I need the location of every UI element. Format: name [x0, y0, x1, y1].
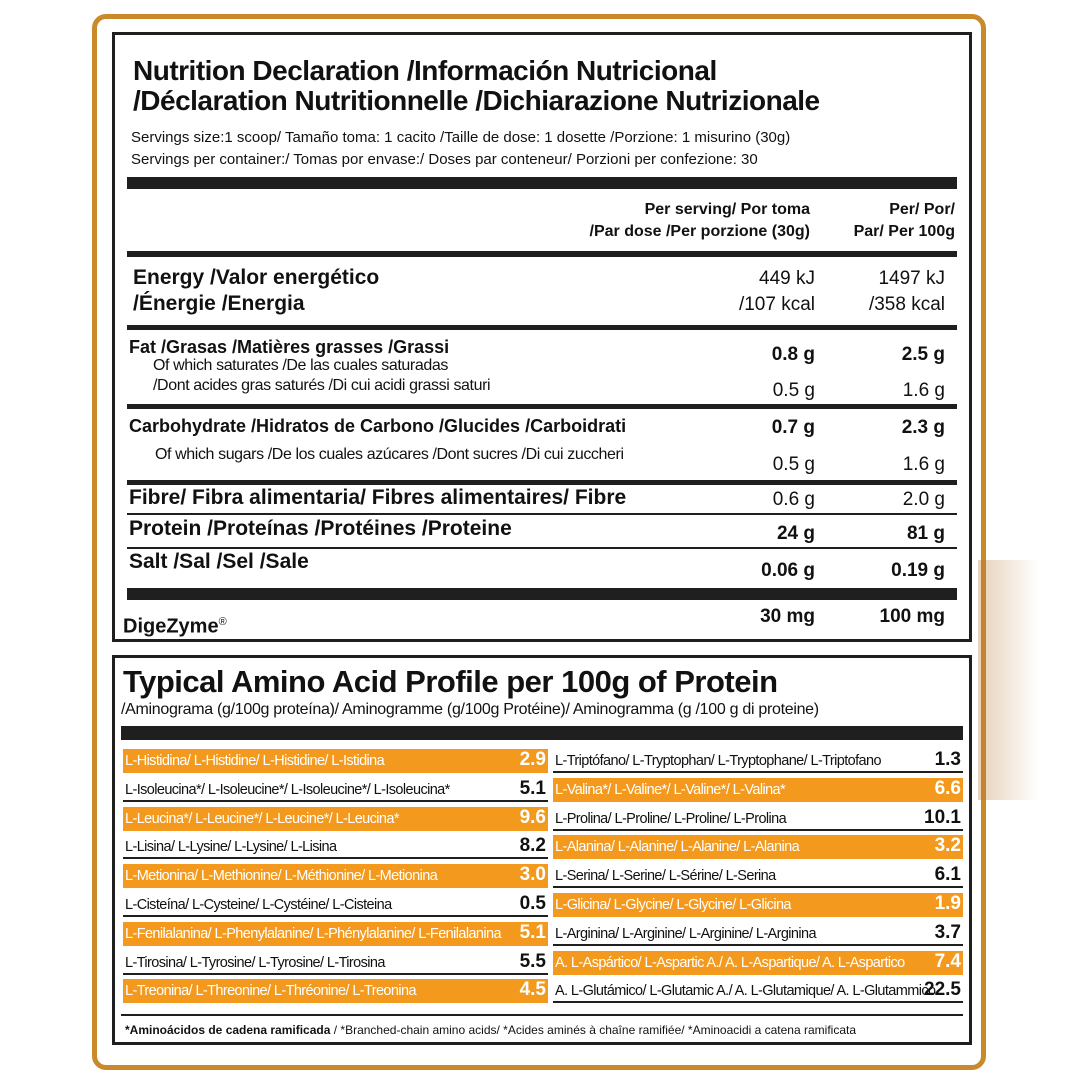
- rule-thick: [127, 404, 957, 409]
- amino-cell-left: [123, 807, 548, 831]
- amino-cell-right: [553, 835, 963, 859]
- fibre-serving: 0.6 g: [772, 489, 815, 510]
- nutrition-title-line2: /Déclaration Nutritionnelle /Dichiarazione Nutrizionale: [133, 85, 820, 116]
- saturates-serving: 0.5 g: [772, 380, 815, 401]
- fibre-100g: 2.0 g: [902, 489, 945, 510]
- protein-serving: 24 g: [776, 523, 815, 544]
- amino-value: 4.5: [519, 979, 546, 1001]
- amino-row: [123, 775, 963, 804]
- amino-header-bar: [121, 726, 963, 740]
- energy-label-line1: Energy /Valor energético: [133, 266, 380, 289]
- amino-value: 6.1: [934, 864, 961, 886]
- amino-name: L-Histidina/ L-Histidine/ L-Histidine/ L-Istidina: [125, 753, 385, 769]
- amino-value: 9.6: [519, 806, 546, 828]
- amino-acid-table: [123, 746, 963, 1005]
- amino-name: L-Metionina/ L-Methionine/ L-Méthionine/ L-Metionina: [125, 868, 438, 885]
- amino-name: L-Leucina*/ L-Leucine*/ L-Leucine*/ L-Leucina*: [125, 810, 399, 827]
- footnote-rest: / *Branched-chain amino acids/ *Acides aminés à chaîne ramifiée/ *Aminoacidi a catena ramificata: [330, 1023, 857, 1037]
- footnote-bold: *Aminoácidos de cadena ramificada: [125, 1023, 331, 1037]
- servings-per-container: Servings per container:/ Tomas por envase:/ Doses par conteneur/ Porzioni per confezione: 30: [131, 151, 758, 168]
- amino-cell-left: [123, 893, 548, 917]
- registered-mark: ®: [218, 616, 227, 628]
- sugars-serving: 0.5 g: [772, 454, 815, 475]
- amino-cell-left: [123, 979, 548, 1003]
- amino-cell-right: [553, 807, 963, 831]
- nutrition-declaration-panel: [112, 32, 972, 642]
- fat-label: Fat /Grasas /Matières grasses /Grassi: [129, 337, 450, 357]
- energy-kcal-100g: /358 kcal: [868, 294, 945, 315]
- amino-value: 1.9: [934, 892, 961, 914]
- frame-shadow: [978, 560, 1038, 800]
- salt-serving: 0.06 g: [761, 560, 815, 581]
- col-serving-header-line2: /Par dose /Per porzione (30g): [589, 223, 810, 240]
- amino-name: L-Cisteína/ L-Cysteine/ L-Cystéine/ L-Cisteina: [125, 896, 392, 913]
- fat-100g: 2.5 g: [901, 344, 945, 365]
- amino-value: 10.1: [924, 806, 961, 828]
- amino-cell-left: [123, 778, 548, 802]
- amino-cell-left: [123, 749, 548, 773]
- saturates-label-line1: Of which saturates /De las cuales saturadas: [153, 357, 448, 374]
- energy-label-line2: /Énergie /Energia: [133, 292, 305, 315]
- amino-cell-right: [553, 922, 963, 946]
- amino-name: L-Lisina/ L-Lysine/ L-Lysine/ L-Lisina: [125, 839, 337, 856]
- col-100g-header-line2: Par/ Per 100g: [853, 223, 955, 240]
- amino-name: L-Alanina/ L-Alanine/ L-Alanine/ L-Alanina: [555, 839, 800, 856]
- digezyme-serving: 30 mg: [760, 606, 815, 627]
- amino-row: [123, 804, 963, 833]
- amino-cell-left: [123, 951, 548, 975]
- amino-value: 3.7: [934, 921, 961, 943]
- sugars-label: Of which sugars /De los cuales azúcares /Dont sucres /Di cui zuccheri: [155, 446, 624, 463]
- saturates-100g: 1.6 g: [902, 380, 945, 401]
- amino-footer-rule: [121, 1014, 963, 1016]
- amino-value: 3.0: [519, 864, 546, 886]
- amino-name: L-Serina/ L-Serine/ L-Sérine/ L-Serina: [555, 868, 776, 885]
- amino-value: 7.4: [934, 950, 961, 972]
- amino-row: [123, 832, 963, 861]
- amino-value: 3.2: [934, 835, 961, 857]
- amino-value: 22.5: [924, 979, 961, 1001]
- carbohydrate-label: Carbohydrate /Hidratos de Carbono /Glucides /Carboidrati: [129, 416, 627, 436]
- amino-cell-right: [553, 893, 963, 917]
- amino-subtitle: /Aminograma (g/100g proteína)/ Aminogramme (g/100g Protéine)/ Aminogramma (g /100 g di proteine): [121, 701, 819, 718]
- amino-cell-left: [123, 922, 548, 946]
- col-serving-header-line1: Per serving/ Por toma: [644, 201, 810, 218]
- rule-thin: [127, 513, 957, 515]
- rule-thick: [127, 325, 957, 330]
- amino-cell-right: [553, 864, 963, 888]
- amino-value: 5.1: [519, 777, 546, 799]
- sugars-100g: 1.6 g: [902, 454, 945, 475]
- amino-name: L-Valina*/ L-Valine*/ L-Valine*/ L-Valina*: [555, 781, 786, 798]
- carbohydrate-100g: 2.3 g: [901, 417, 945, 438]
- protein-label: Protein /Proteínas /Protéines /Proteine: [129, 517, 512, 540]
- salt-100g: 0.19 g: [891, 560, 945, 581]
- amino-name: L-Prolina/ L-Proline/ L-Proline/ L-Prolina: [555, 810, 787, 827]
- amino-acid-panel: [112, 655, 972, 1045]
- amino-name: L-Treonina/ L-Threonine/ L-Thréonine/ L-Treonina: [125, 983, 416, 1000]
- amino-name: L-Arginina/ L-Arginine/ L-Arginine/ L-Arginina: [555, 925, 816, 942]
- rule-thick: [127, 588, 957, 600]
- saturates-label-line2: /Dont acides gras saturés /Di cui acidi grassi saturi: [153, 377, 491, 394]
- fibre-label: Fibre/ Fibra alimentaria/ Fibres alimentaires/ Fibre: [129, 486, 627, 509]
- digezyme-label: DigeZyme: [123, 615, 219, 638]
- header-bar: [127, 177, 957, 189]
- energy-kcal-serving: /107 kcal: [738, 294, 815, 315]
- digezyme-100g: 100 mg: [879, 606, 945, 627]
- amino-row: [123, 861, 963, 890]
- amino-name: L-Triptófano/ L-Tryptophan/ L-Tryptophane/ L-Triptofano: [555, 753, 881, 769]
- carbohydrate-serving: 0.7 g: [771, 417, 815, 438]
- nutrition-title-line1: Nutrition Declaration /Información Nutricional: [133, 55, 717, 86]
- fat-serving: 0.8 g: [771, 344, 815, 365]
- amino-value: 6.6: [934, 777, 961, 799]
- amino-row: [123, 948, 963, 977]
- amino-value: 0.5: [519, 892, 546, 914]
- digezyme-label-wrap: [123, 610, 227, 639]
- amino-value: 8.2: [519, 835, 546, 857]
- amino-cell-left: [123, 864, 548, 888]
- amino-name: L-Glicina/ L-Glycine/ L-Glycine/ L-Glicina: [555, 896, 791, 913]
- amino-footnote: [125, 1022, 856, 1038]
- amino-value: 2.9: [519, 749, 546, 770]
- amino-cell-right: [553, 979, 963, 1003]
- energy-kj-serving: 449 kJ: [759, 268, 815, 289]
- amino-row: [123, 976, 963, 1005]
- amino-name: L-Tirosina/ L-Tyrosine/ L-Tyrosine/ L-Tirosina: [125, 954, 385, 971]
- amino-title: Typical Amino Acid Profile per 100g of Protein: [123, 664, 778, 699]
- amino-value: 5.1: [519, 921, 546, 943]
- amino-name: A. L-Aspártico/ L-Aspartic A./ A. L-Aspartique/ A. L-Aspartico: [555, 954, 905, 971]
- amino-cell-right: [553, 749, 963, 773]
- amino-row: [123, 890, 963, 919]
- amino-cell-left: [123, 835, 548, 859]
- amino-value: 1.3: [934, 749, 961, 770]
- col-100g-header-line1: Per/ Por/: [889, 201, 955, 218]
- rule-thick: [127, 251, 957, 257]
- protein-100g: 81 g: [906, 523, 945, 544]
- amino-cell-right: [553, 951, 963, 975]
- amino-value: 5.5: [519, 950, 546, 972]
- amino-row: [123, 746, 963, 775]
- amino-cell-right: [553, 778, 963, 802]
- amino-name: L-Isoleucina*/ L-Isoleucine*/ L-Isoleucine*/ L-Isoleucina*: [125, 781, 450, 798]
- servings-size: Servings size:1 scoop/ Tamaño toma: 1 cacito /Taille de dose: 1 dosette /Porzione: 1 misurino (30g): [131, 129, 791, 146]
- amino-name: A. L-Glutámico/ L-Glutamic A./ A. L-Glutamique/ A. L-Glutammico: [555, 983, 936, 1000]
- amino-row: [123, 919, 963, 948]
- salt-label: Salt /Sal /Sel /Sale: [129, 550, 309, 573]
- amino-name: L-Fenilalanina/ L-Phenylalanine/ L-Phénylalanine/ L-Fenilalanina: [125, 925, 501, 942]
- energy-kj-100g: 1497 kJ: [878, 268, 945, 289]
